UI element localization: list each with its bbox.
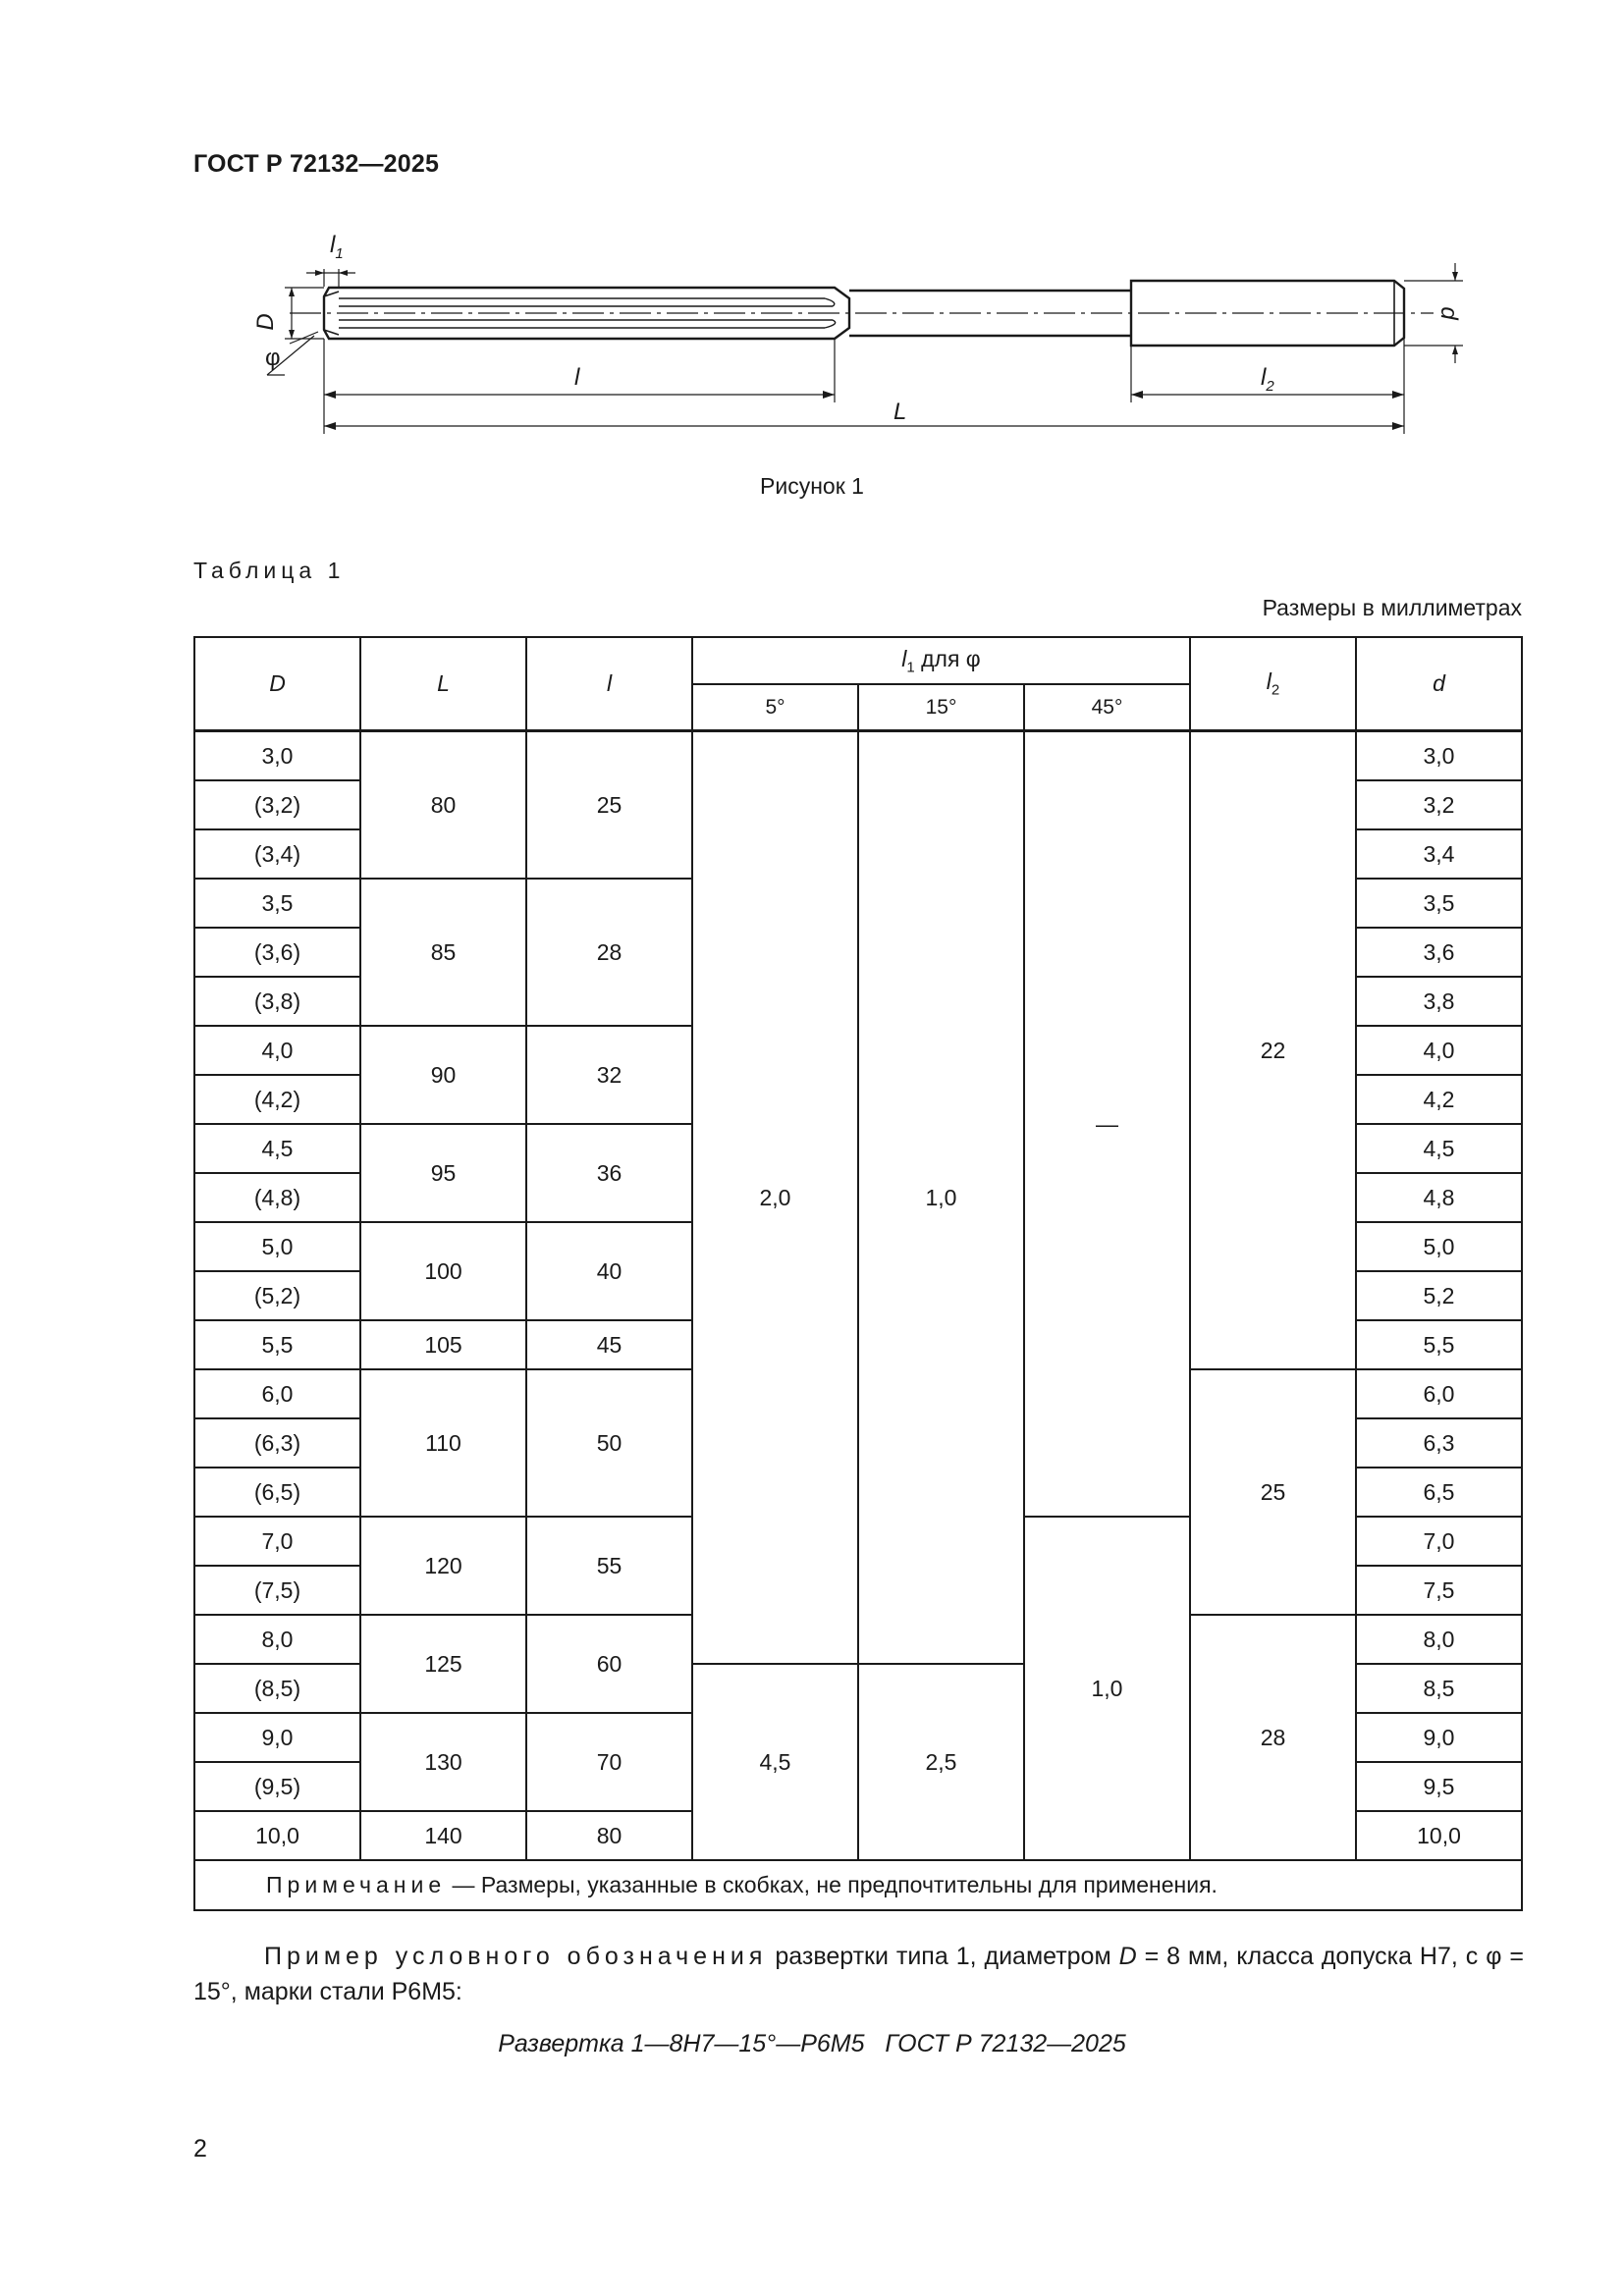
cell-L: 110 (360, 1369, 526, 1517)
header-l1-phi: $l_1$ для φ (692, 637, 1190, 684)
cell-l: 50 (526, 1369, 692, 1517)
header-phi-5: 5° (692, 684, 858, 731)
cell-l1-15: 1,0 (858, 731, 1024, 1665)
header-d: d (1356, 637, 1522, 731)
cell-l1-45: — (1024, 731, 1190, 1518)
cell-L: 120 (360, 1517, 526, 1615)
cell-d: 7,5 (1356, 1566, 1522, 1615)
label-d: d (1435, 306, 1462, 320)
cell-d: 4,0 (1356, 1026, 1522, 1075)
cell-L: 130 (360, 1713, 526, 1811)
table-caption: Таблица 1 (193, 558, 346, 583)
cell-D: 3,5 (194, 879, 360, 928)
table-note-row (194, 1860, 1522, 1910)
cell-D: (7,5) (194, 1566, 360, 1615)
cell-l: 70 (526, 1713, 692, 1811)
cell-D: (8,5) (194, 1664, 360, 1713)
cell-l1-45: 1,0 (1024, 1517, 1190, 1860)
standard-header: ГОСТ Р 72132—2025 (193, 150, 440, 178)
cell-l: 28 (526, 879, 692, 1026)
cell-D: 8,0 (194, 1615, 360, 1664)
figure-caption: Рисунок 1 (760, 473, 864, 499)
cell-d: 4,5 (1356, 1124, 1522, 1173)
cell-d: 3,2 (1356, 780, 1522, 829)
cell-d: 9,5 (1356, 1762, 1522, 1811)
cell-d: 8,5 (1356, 1664, 1522, 1713)
header-phi-15: 15° (858, 684, 1024, 731)
label-D: D (252, 313, 279, 331)
dimensions-table (193, 636, 1523, 1911)
cell-L: 140 (360, 1811, 526, 1860)
cell-D: 6,0 (194, 1369, 360, 1418)
example-paragraph: Пример условного обозначения развертки типа 1, диаметром D = 8 мм, класса допуска H7, с φ = 15°, марки стали Р6М5: (193, 1943, 1524, 2005)
cell-D: 3,0 (194, 731, 360, 781)
cell-D: (6,5) (194, 1468, 360, 1517)
cell-l: 80 (526, 1811, 692, 1860)
cell-l: 45 (526, 1320, 692, 1369)
cell-l: 60 (526, 1615, 692, 1713)
cell-l1-5: 4,5 (692, 1664, 858, 1860)
label-l2: $l_2$ (1261, 364, 1274, 395)
header-l2: $l_2$ (1190, 637, 1356, 731)
header-D: D (194, 637, 360, 731)
cell-D: (5,2) (194, 1271, 360, 1320)
cell-l: 55 (526, 1517, 692, 1615)
units-note: Размеры в миллиметрах (1262, 595, 1522, 620)
cell-d: 3,8 (1356, 977, 1522, 1026)
cell-D: 4,5 (194, 1124, 360, 1173)
shank (1131, 281, 1404, 346)
label-phi: φ (265, 345, 281, 371)
cell-d: 5,0 (1356, 1222, 1522, 1271)
cell-D: (3,4) (194, 829, 360, 879)
label-l1: $l_1$ (330, 232, 344, 262)
cell-D: 5,5 (194, 1320, 360, 1369)
cell-D: 5,0 (194, 1222, 360, 1271)
cell-l2: 28 (1190, 1615, 1356, 1860)
cell-L: 100 (360, 1222, 526, 1320)
cell-d: 3,4 (1356, 829, 1522, 879)
example-designation: Развертка 1—8H7—15°—Р6М5 ГОСТ Р 72132—2025 (498, 2030, 1126, 2057)
cell-D: 4,0 (194, 1026, 360, 1075)
reamer-drawing (245, 228, 1473, 444)
cell-l: 36 (526, 1124, 692, 1222)
cell-D: 9,0 (194, 1713, 360, 1762)
cell-l2: 25 (1190, 1369, 1356, 1615)
cell-l: 32 (526, 1026, 692, 1124)
label-L: L (893, 399, 907, 425)
cell-D: (4,2) (194, 1075, 360, 1124)
cell-d: 6,5 (1356, 1468, 1522, 1517)
cell-L: 85 (360, 879, 526, 1026)
cell-l2: 22 (1190, 731, 1356, 1370)
cell-D: 7,0 (194, 1517, 360, 1566)
cell-d: 3,0 (1356, 731, 1522, 781)
cell-L: 90 (360, 1026, 526, 1124)
header-L: L (360, 637, 526, 731)
cell-l: 40 (526, 1222, 692, 1320)
header-phi-45: 45° (1024, 684, 1190, 731)
cell-d: 5,2 (1356, 1271, 1522, 1320)
cell-D: (6,3) (194, 1418, 360, 1468)
cell-l: 25 (526, 731, 692, 880)
cell-d: 10,0 (1356, 1811, 1522, 1860)
cell-D: (9,5) (194, 1762, 360, 1811)
cell-L: 95 (360, 1124, 526, 1222)
cell-l1-15: 2,5 (858, 1664, 1024, 1860)
cell-d: 6,3 (1356, 1418, 1522, 1468)
cell-d: 4,2 (1356, 1075, 1522, 1124)
cell-D: (3,6) (194, 928, 360, 977)
cell-L: 80 (360, 731, 526, 880)
cell-D: 10,0 (194, 1811, 360, 1860)
cell-D: (3,2) (194, 780, 360, 829)
table-note: Примечание — Размеры, указанные в скобках, не предпочтительны для применения. (194, 1860, 1522, 1910)
cell-d: 8,0 (1356, 1615, 1522, 1664)
cell-D: (3,8) (194, 977, 360, 1026)
cell-d: 6,0 (1356, 1369, 1522, 1418)
label-l: l (574, 364, 580, 391)
header-l: l (526, 637, 692, 731)
page-number: 2 (193, 2135, 207, 2163)
cell-l1-5: 2,0 (692, 731, 858, 1665)
cell-d: 3,5 (1356, 879, 1522, 928)
cell-d: 7,0 (1356, 1517, 1522, 1566)
cell-L: 125 (360, 1615, 526, 1713)
cell-d: 3,6 (1356, 928, 1522, 977)
cell-D: (4,8) (194, 1173, 360, 1222)
cell-d: 4,8 (1356, 1173, 1522, 1222)
table-row (194, 731, 1522, 781)
cell-d: 5,5 (1356, 1320, 1522, 1369)
cell-L: 105 (360, 1320, 526, 1369)
header-row (194, 637, 1522, 684)
cell-d: 9,0 (1356, 1713, 1522, 1762)
